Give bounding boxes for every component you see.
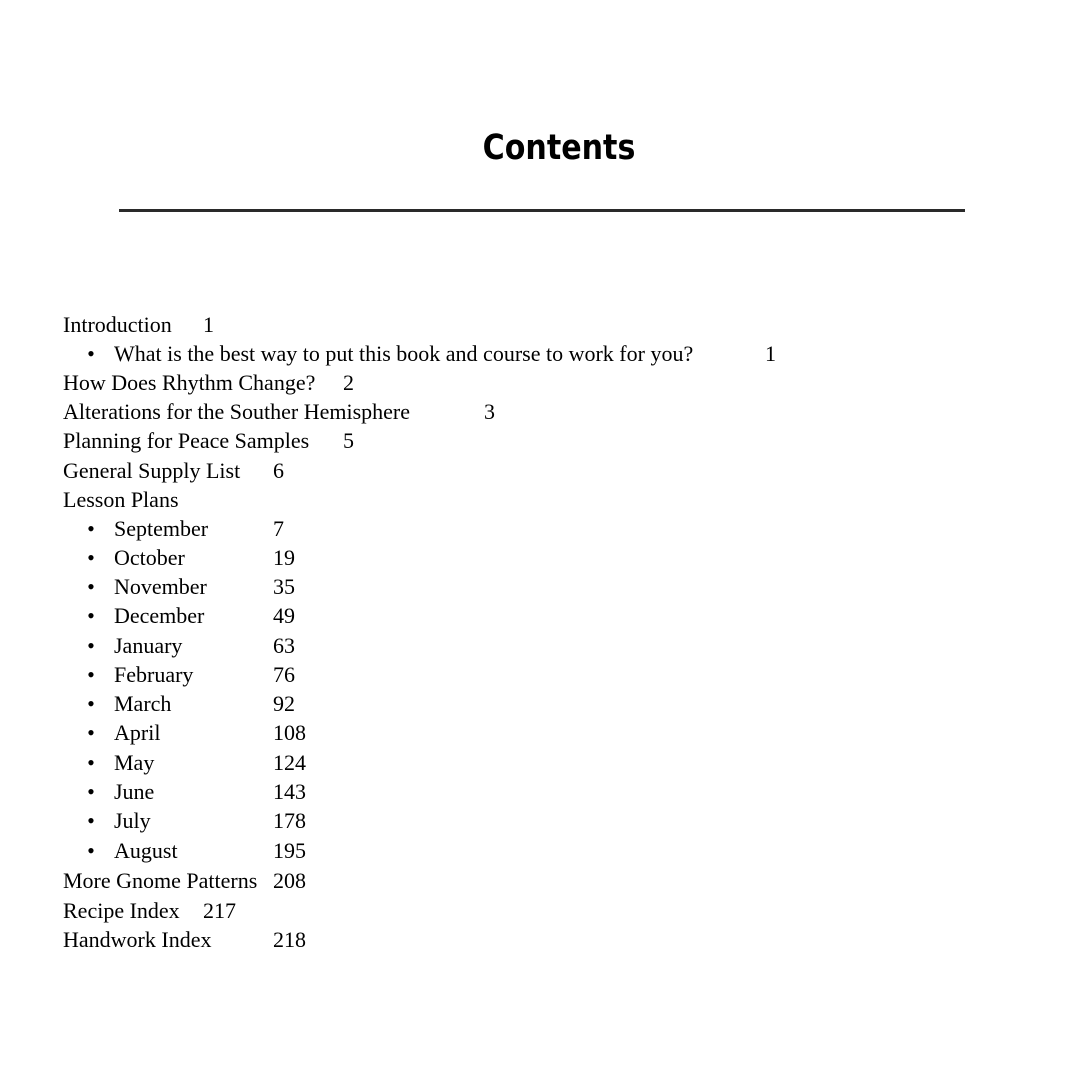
bullet-icon: • bbox=[87, 545, 95, 570]
toc-page-handwork-index: 218 bbox=[273, 927, 306, 952]
toc-page-month: 19 bbox=[273, 545, 295, 570]
toc-entry-month: July bbox=[114, 808, 151, 833]
toc-entry-handwork-index: Handwork Index bbox=[63, 927, 212, 952]
toc-entry-month: June bbox=[114, 779, 155, 804]
toc-page-best-way: 1 bbox=[765, 341, 776, 366]
toc-page-planning: 5 bbox=[343, 428, 354, 453]
bullet-icon: • bbox=[87, 808, 95, 833]
toc-entry-month: September bbox=[114, 516, 209, 541]
bullet-icon: • bbox=[87, 341, 95, 366]
title-divider bbox=[119, 209, 965, 212]
toc-page-month: 7 bbox=[273, 516, 284, 541]
toc-entry-month: May bbox=[114, 750, 155, 775]
toc-page-gnome-patterns: 208 bbox=[273, 868, 306, 893]
toc-page-introduction: 1 bbox=[203, 312, 214, 337]
toc-entry-month: August bbox=[114, 838, 178, 863]
toc-entry-month: March bbox=[114, 691, 172, 716]
toc-entry-lesson-plans: Lesson Plans bbox=[63, 487, 179, 512]
toc-page-month: 63 bbox=[273, 633, 295, 658]
bullet-icon: • bbox=[87, 516, 95, 541]
toc-entry-gnome-patterns: More Gnome Patterns bbox=[63, 868, 258, 893]
toc-page-month: 108 bbox=[273, 720, 306, 745]
toc-page-recipe-index: 217 bbox=[203, 898, 236, 923]
toc-entry-month: October bbox=[114, 545, 185, 570]
toc-page-month: 124 bbox=[273, 750, 306, 775]
toc-entry-best-way: What is the best way to put this book and course to work for you? bbox=[114, 341, 694, 366]
toc-entry-introduction: Introduction bbox=[63, 312, 172, 337]
bullet-icon: • bbox=[87, 574, 95, 599]
toc-page-month: 35 bbox=[273, 574, 295, 599]
bullet-icon: • bbox=[87, 662, 95, 687]
toc-entry-month: January bbox=[114, 633, 183, 658]
page-title: Contents bbox=[482, 128, 636, 168]
toc-page-month: 49 bbox=[273, 603, 295, 628]
toc-entry-month: February bbox=[114, 662, 194, 687]
toc-page-month: 92 bbox=[273, 691, 295, 716]
bullet-icon: • bbox=[87, 633, 95, 658]
toc-entry-recipe-index: Recipe Index bbox=[63, 898, 180, 923]
toc-page-supply: 6 bbox=[273, 458, 284, 483]
toc-page-month: 76 bbox=[273, 662, 295, 687]
bullet-icon: • bbox=[87, 838, 95, 863]
toc-page-month: 143 bbox=[273, 779, 306, 804]
toc-entry-alterations: Alterations for the Souther Hemisphere bbox=[63, 399, 411, 424]
toc-entry-supply: General Supply List bbox=[63, 458, 241, 483]
bullet-icon: • bbox=[87, 603, 95, 628]
toc-page-month: 178 bbox=[273, 808, 306, 833]
toc-entry-month: November bbox=[114, 574, 207, 599]
toc-page-alterations: 3 bbox=[484, 399, 495, 424]
bullet-icon: • bbox=[87, 779, 95, 804]
bullet-icon: • bbox=[87, 720, 95, 745]
bullet-icon: • bbox=[87, 691, 95, 716]
toc-entry-month: April bbox=[114, 720, 161, 745]
toc-entry-month: December bbox=[114, 603, 205, 628]
toc-entry-rhythm: How Does Rhythm Change? bbox=[63, 370, 316, 395]
toc-entry-planning: Planning for Peace Samples bbox=[63, 428, 310, 453]
toc-page-month: 195 bbox=[273, 838, 306, 863]
toc-page-rhythm: 2 bbox=[343, 370, 354, 395]
bullet-icon: • bbox=[87, 750, 95, 775]
